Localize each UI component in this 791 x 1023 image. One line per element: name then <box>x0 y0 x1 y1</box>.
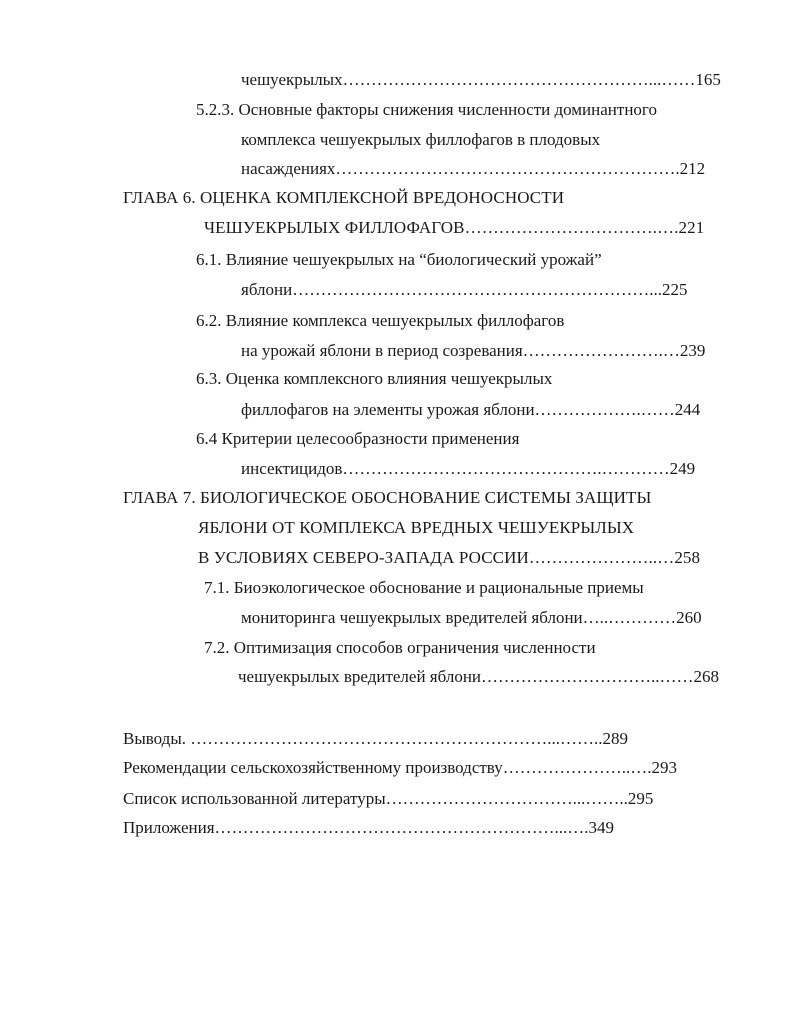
toc-line: чешуекрылых вредителей яблони…………………………..……268 <box>238 667 720 686</box>
chapter-heading: В УСЛОВИЯХ СЕВЕРО-ЗАПАДА РОССИИ…………………..…258 <box>198 548 701 567</box>
toc-line: Список использованной литературы……………………………...……..295 <box>123 789 654 808</box>
toc-line: 6.1. Влияние чешуекрылых на “биологический урожай” <box>196 250 602 269</box>
chapter-heading: ЯБЛОНИ ОТ КОМПЛЕКСА ВРЕДНЫХ ЧЕШУЕКРЫЛЫХ <box>198 518 635 537</box>
toc-line: мониторинга чешуекрылых вредителей яблони…..…………260 <box>241 608 702 627</box>
toc-line: яблони………………………………………………………...225 <box>241 280 688 299</box>
toc-line: комплекса чешуекрылых филлофагов в плодовых <box>241 130 601 149</box>
toc-line: 6.4 Критерии целесообразности применения <box>196 429 520 448</box>
toc-line: 7.2. Оптимизация способов ограничения численности <box>204 638 596 657</box>
toc-line: филлофагов на элементы урожая яблони……………….……244 <box>241 400 701 419</box>
toc-line: инсектицидов……………………………………….…………249 <box>241 459 696 478</box>
toc-line: на урожай яблони в период созревания…………………….…239 <box>241 341 706 360</box>
chapter-heading: ГЛАВА 7. БИОЛОГИЧЕСКОЕ ОБОСНОВАНИЕ СИСТЕМЫ ЗАЩИТЫ <box>123 488 652 507</box>
toc-line: 7.1. Биоэкологическое обоснование и рациональные приемы <box>204 578 644 597</box>
toc-line: чешуекрылых………………………………………………...……165 <box>241 70 721 89</box>
chapter-heading: ЧЕШУЕКРЫЛЫХ ФИЛЛОФАГОВ…………………………….….221 <box>204 218 705 237</box>
toc-line: 6.3. Оценка комплексного влияния чешуекрылых <box>196 369 553 388</box>
toc-line: Рекомендации сельскохозяйственному производству…………………..….293 <box>123 758 678 777</box>
toc-line: 5.2.3. Основные факторы снижения численности доминантного <box>196 100 657 119</box>
toc-line: Приложения……………………………………………………...….349 <box>123 818 615 837</box>
toc-line: Выводы. ………………………………………………………...……..289 <box>123 729 629 748</box>
toc-line: 6.2. Влияние комплекса чешуекрылых филлофагов <box>196 311 565 330</box>
toc-line: насаждениях…………………………………………………….212 <box>241 159 706 178</box>
chapter-heading: ГЛАВА 6. ОЦЕНКА КОМПЛЕКСНОЙ ВРЕДОНОСНОСТИ <box>123 188 565 207</box>
